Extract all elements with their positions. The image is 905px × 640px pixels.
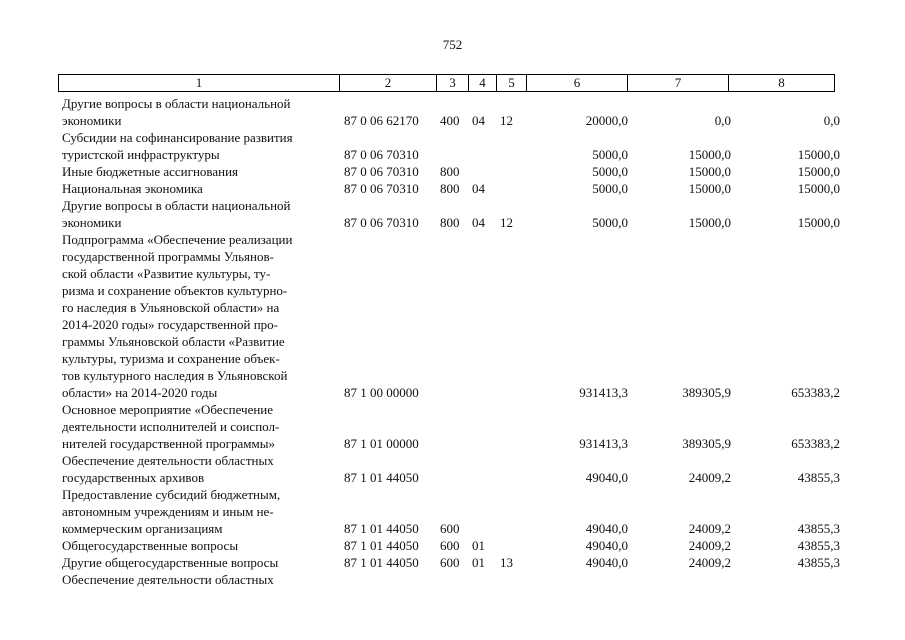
row-name-line: туристской инфраструктуры	[62, 147, 220, 162]
table-row	[0, 231, 905, 401]
row-name	[62, 571, 334, 588]
row-value-col7: 24009,2	[688, 538, 731, 553]
header-col-6: 6	[527, 75, 628, 91]
row-value-col8: 15000,0	[797, 164, 840, 179]
row-code: 87 0 06 70310	[344, 181, 419, 196]
row-code: 87 0 06 70310	[344, 215, 419, 230]
row-name-line: граммы Ульяновской области «Развитие	[62, 334, 285, 349]
row-code: 87 0 06 70310	[344, 164, 419, 179]
table-row	[0, 401, 905, 452]
row-code: 87 1 00 00000	[344, 385, 419, 400]
row-code: 87 1 01 44050	[344, 538, 419, 553]
row-name-line: Национальная экономика	[62, 181, 203, 196]
row-value-col6: 5000,0	[592, 181, 628, 196]
row-pr: 12	[500, 215, 513, 230]
table-row	[0, 554, 905, 571]
row-name	[62, 180, 334, 197]
row-name-line: Предоставление субсидий бюджетным,	[62, 487, 281, 502]
row-name	[62, 231, 334, 401]
row-name-line: экономики	[62, 215, 122, 230]
table-row	[0, 95, 905, 129]
row-value-col6: 5000,0	[592, 147, 628, 162]
row-vr: 600	[440, 555, 460, 570]
row-code: 87 1 01 44050	[344, 555, 419, 570]
row-value-col7: 15000,0	[688, 164, 731, 179]
row-name	[62, 486, 334, 537]
row-name-line: го наследия в Ульяновской области» на	[62, 300, 280, 315]
table-row	[0, 180, 905, 197]
row-value-col8: 43855,3	[797, 555, 840, 570]
row-code: 87 1 01 44050	[344, 470, 419, 485]
row-vr: 800	[440, 181, 460, 196]
row-name-line: государственной программы Ульянов-	[62, 249, 274, 264]
table-row	[0, 163, 905, 180]
row-value-col8: 653383,2	[791, 385, 840, 400]
row-name-line: автономным учреждениям и иным не-	[62, 504, 274, 519]
row-name-line: тов культурного наследия в Ульяновской	[62, 368, 288, 383]
row-code: 87 0 06 70310	[344, 147, 419, 162]
row-vr: 800	[440, 215, 460, 230]
row-value-col8: 15000,0	[797, 147, 840, 162]
row-value-col8: 43855,3	[797, 470, 840, 485]
row-name-line: коммерческим организациям	[62, 521, 223, 536]
row-vr: 400	[440, 113, 460, 128]
row-name-line: Субсидии на софинансирование развития	[62, 130, 293, 145]
row-value-col7: 24009,2	[688, 555, 731, 570]
row-value-col6: 5000,0	[592, 164, 628, 179]
row-value-col7: 0,0	[714, 113, 731, 128]
row-value-col6: 49040,0	[585, 555, 628, 570]
row-rz: 01	[472, 555, 485, 570]
row-vr: 800	[440, 164, 460, 179]
row-code: 87 1 01 00000	[344, 436, 419, 451]
header-col-3: 3	[437, 75, 469, 91]
row-name	[62, 129, 334, 163]
row-value-col6: 931413,3	[579, 385, 628, 400]
row-value-col6: 49040,0	[585, 538, 628, 553]
row-name-line: Обеспечение деятельности областных	[62, 572, 274, 587]
table-row	[0, 571, 905, 588]
row-rz: 04	[472, 181, 485, 196]
row-value-col6: 20000,0	[585, 113, 628, 128]
table-row	[0, 537, 905, 554]
row-name-line: Подпрограмма «Обеспечение реализации	[62, 232, 293, 247]
row-name	[62, 537, 334, 554]
row-name-line: Другие вопросы в области национальной	[62, 198, 291, 213]
row-value-col7: 15000,0	[688, 147, 731, 162]
row-name-line: 2014-2020 годы» государственной про-	[62, 317, 278, 332]
row-vr: 600	[440, 521, 460, 536]
row-rz: 01	[472, 538, 485, 553]
table-row	[0, 129, 905, 163]
row-value-col8: 43855,3	[797, 538, 840, 553]
row-value-col6: 49040,0	[585, 470, 628, 485]
row-value-col8: 43855,3	[797, 521, 840, 536]
row-name-line: Другие вопросы в области национальной	[62, 96, 291, 111]
row-name	[62, 163, 334, 180]
header-col-4: 4	[469, 75, 497, 91]
row-value-col6: 49040,0	[585, 521, 628, 536]
row-value-col6: 5000,0	[592, 215, 628, 230]
row-name-line: культуры, туризма и сохранение объек-	[62, 351, 280, 366]
row-value-col7: 15000,0	[688, 181, 731, 196]
header-col-5: 5	[497, 75, 527, 91]
row-value-col7: 389305,9	[682, 436, 731, 451]
row-value-col7: 15000,0	[688, 215, 731, 230]
row-name-line: экономики	[62, 113, 122, 128]
row-value-col7: 24009,2	[688, 470, 731, 485]
row-rz: 04	[472, 113, 485, 128]
row-code: 87 1 01 44050	[344, 521, 419, 536]
page-number: 752	[442, 37, 463, 52]
row-value-col8: 0,0	[823, 113, 840, 128]
table-row	[0, 452, 905, 486]
budget-table-body	[0, 95, 905, 588]
row-rz: 04	[472, 215, 485, 230]
row-name	[62, 95, 334, 129]
row-value-col7: 24009,2	[688, 521, 731, 536]
row-value-col7: 389305,9	[682, 385, 731, 400]
row-value-col6: 931413,3	[579, 436, 628, 451]
header-col-8: 8	[778, 75, 785, 90]
row-name-line: Иные бюджетные ассигнования	[62, 164, 239, 179]
row-name-line: Общегосударственные вопросы	[62, 538, 239, 553]
row-code: 87 0 06 62170	[344, 113, 419, 128]
row-name-line: нителей государственной программы»	[62, 436, 275, 451]
row-name	[62, 452, 334, 486]
row-name-line: Другие общегосударственные вопросы	[62, 555, 279, 570]
header-col-1: 1	[59, 75, 340, 91]
row-name	[62, 554, 334, 571]
row-value-col8: 653383,2	[791, 436, 840, 451]
row-value-col8: 15000,0	[797, 215, 840, 230]
row-name-line: Основное мероприятие «Обеспечение	[62, 402, 274, 417]
row-pr: 12	[500, 113, 513, 128]
row-name-line: ской области «Развитие культуры, ту-	[62, 266, 271, 281]
row-name-line: ризма и сохранение объектов культурно-	[62, 283, 288, 298]
table-row	[0, 486, 905, 537]
table-row	[0, 197, 905, 231]
table-header	[58, 74, 835, 92]
row-name	[62, 401, 334, 452]
header-col-7: 7	[628, 75, 729, 91]
row-value-col8: 15000,0	[797, 181, 840, 196]
row-vr: 600	[440, 538, 460, 553]
row-name-line: области» на 2014-2020 годы	[62, 385, 218, 400]
row-name	[62, 197, 334, 231]
row-name-line: деятельности исполнителей и соиспол-	[62, 419, 280, 434]
row-name-line: государственных архивов	[62, 470, 205, 485]
row-pr: 13	[500, 555, 513, 570]
header-col-2: 2	[340, 75, 437, 91]
row-name-line: Обеспечение деятельности областных	[62, 453, 274, 468]
